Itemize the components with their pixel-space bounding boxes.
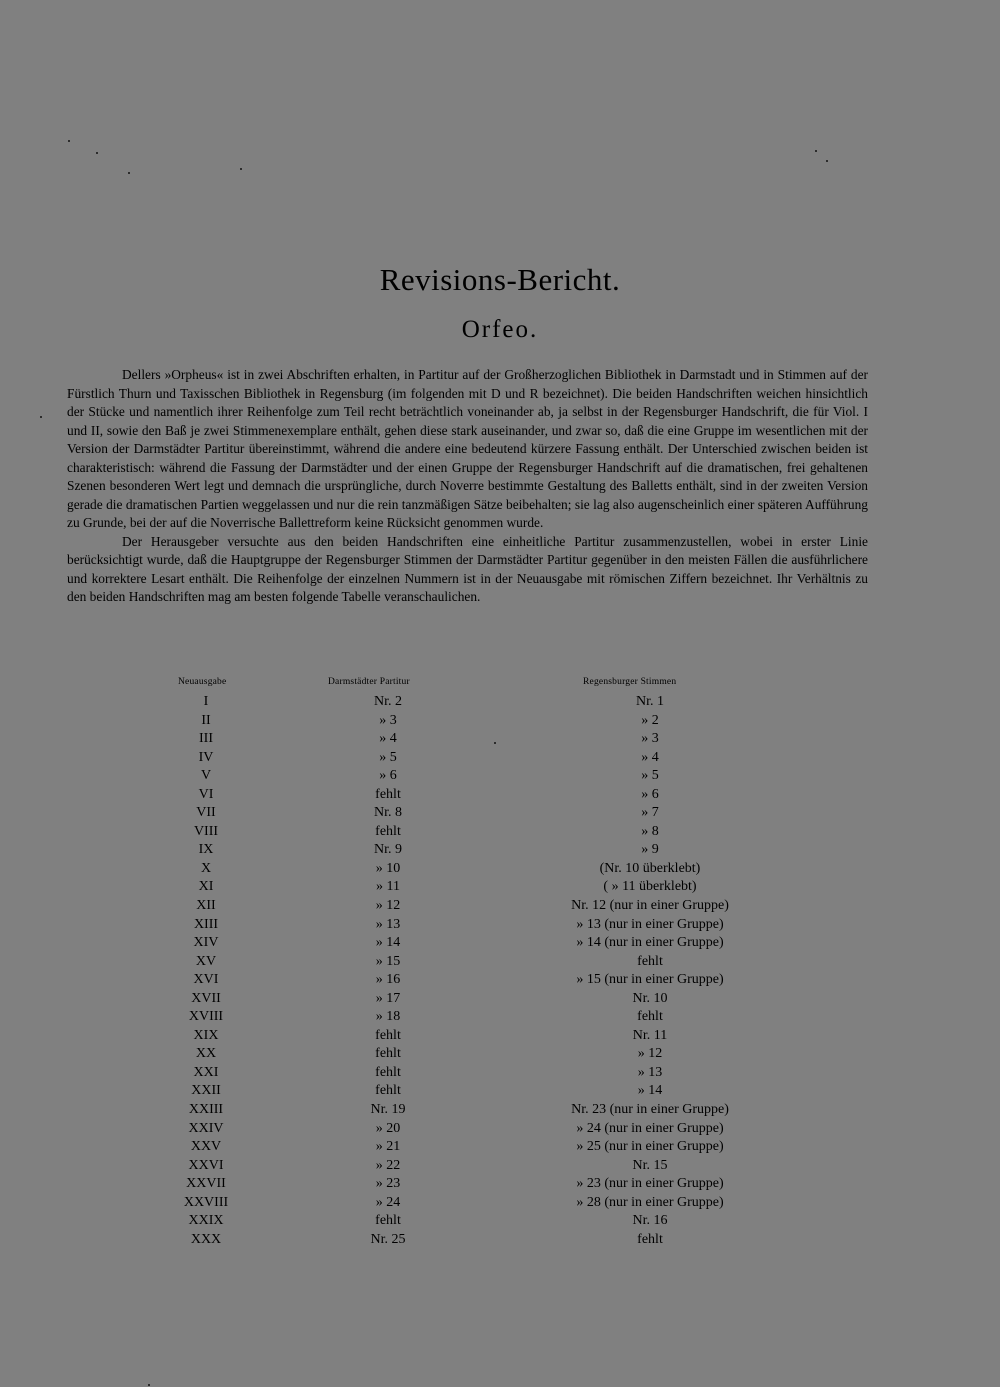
table-row [0, 1121, 1000, 1140]
table-row [0, 842, 1000, 861]
cell-regensburger: » 3 [641, 731, 659, 747]
table-row [0, 1158, 1000, 1177]
cell-darmstaedter: » 10 [375, 860, 401, 876]
cell-neuausgabe: IV [198, 749, 214, 765]
table-row [0, 805, 1000, 824]
cell-regensburger: » 23 (nur in einer Gruppe) [576, 1176, 724, 1192]
scan-speck [494, 742, 496, 744]
table-row [0, 1083, 1000, 1102]
cell-darmstaedter: » 16 [375, 972, 401, 988]
scan-speck [96, 152, 98, 154]
cell-neuausgabe: VII [196, 805, 216, 821]
cell-darmstaedter: » 20 [375, 1120, 401, 1136]
cell-darmstaedter: fehlt [375, 1064, 401, 1080]
cell-regensburger: Nr. 10 [632, 990, 668, 1006]
cell-neuausgabe: XXIV [188, 1120, 224, 1136]
cell-regensburger: » 9 [641, 842, 659, 858]
cell-regensburger: » 4 [641, 749, 659, 765]
cell-neuausgabe: III [199, 731, 213, 747]
table-row [0, 935, 1000, 954]
cell-regensburger: » 2 [641, 712, 659, 728]
column-header-neuausgabe: Neuausgabe [178, 677, 227, 687]
cell-darmstaedter: » 24 [375, 1194, 401, 1210]
table-row [0, 1065, 1000, 1084]
cell-neuausgabe: XXIX [188, 1213, 224, 1229]
cell-neuausgabe: II [201, 712, 211, 728]
table-row [0, 954, 1000, 973]
cell-regensburger: » 14 (nur in einer Gruppe) [576, 935, 724, 951]
cell-regensburger: Nr. 11 [632, 1027, 668, 1043]
cell-neuausgabe: XX [195, 1046, 217, 1062]
cell-regensburger: » 28 (nur in einer Gruppe) [576, 1194, 724, 1210]
cell-neuausgabe: XVII [191, 990, 221, 1006]
table-row [0, 713, 1000, 732]
cell-neuausgabe: V [200, 768, 212, 784]
cell-neuausgabe: XXII [191, 1083, 221, 1099]
scan-speck [128, 172, 130, 174]
cell-regensburger: Nr. 16 [632, 1213, 668, 1229]
cell-darmstaedter: » 14 [375, 935, 401, 951]
table-row [0, 694, 1000, 713]
table-row [0, 898, 1000, 917]
table-row [0, 750, 1000, 769]
scan-speck [40, 416, 42, 418]
table-row [0, 917, 1000, 936]
cell-regensburger: fehlt [637, 1231, 663, 1247]
table-row [0, 731, 1000, 750]
cell-darmstaedter: fehlt [375, 823, 401, 839]
cell-neuausgabe: VI [198, 786, 214, 802]
cell-regensburger: » 14 [637, 1083, 663, 1099]
scan-speck [240, 168, 242, 170]
column-header-darmstaedter: Darmstädter Partitur [328, 677, 410, 687]
cell-regensburger: » 25 (nur in einer Gruppe) [576, 1139, 724, 1155]
cell-neuausgabe: IX [198, 842, 214, 858]
cell-darmstaedter: » 18 [375, 1009, 401, 1025]
cell-regensburger: fehlt [637, 953, 663, 969]
cell-regensburger: Nr. 15 [632, 1157, 668, 1173]
cell-darmstaedter: Nr. 19 [370, 1102, 406, 1118]
table-row [0, 1046, 1000, 1065]
cell-darmstaedter: fehlt [375, 1027, 401, 1043]
cell-regensburger: Nr. 1 [636, 694, 664, 709]
cell-darmstaedter: » 11 [376, 879, 400, 895]
cell-neuausgabe: XXIII [188, 1102, 224, 1118]
scan-speck [68, 140, 70, 142]
cell-darmstaedter: fehlt [375, 1046, 401, 1062]
table-row [0, 768, 1000, 787]
cell-regensburger: » 24 (nur in einer Gruppe) [576, 1120, 724, 1136]
table-row [0, 1213, 1000, 1232]
cell-regensburger: Nr. 12 (nur in einer Gruppe) [571, 898, 729, 914]
cell-neuausgabe: VIII [193, 823, 219, 839]
cell-darmstaedter: fehlt [375, 1083, 401, 1099]
cell-neuausgabe: XI [198, 879, 214, 895]
table-row [0, 824, 1000, 843]
cell-neuausgabe: XVIII [188, 1009, 224, 1025]
cell-neuausgabe: X [200, 860, 212, 876]
table-row [0, 787, 1000, 806]
cell-darmstaedter: » 12 [375, 898, 401, 914]
cell-darmstaedter: » 23 [375, 1176, 401, 1192]
cell-darmstaedter: Nr. 8 [374, 805, 402, 821]
cell-darmstaedter: » 15 [375, 953, 401, 969]
cell-regensburger: » 8 [641, 823, 659, 839]
section-title: Orfeo. [461, 316, 539, 343]
paragraph-1: Dellers »Orpheus« ist in zwei Abschriften erhalten, in Partitur auf der Großherzoglichen Bibliothek in Darmstadt und in Stimmen auf der Fürstlich Thurn und Taxisschen Bibliothek in Regensburg (im folgenden mit D und R bezeichnet). Die beiden Handschriften weichen hinsichtlich der Stücke und namentlich ihrer Reihenfolge zum Teil recht beträchtlich voneinander ab, ja selbst in der Regensburger Handschrift, die für Viol. I und II, sowie den Baß je zwei Stimmenexemplare enthält, gehen diese stark auseinander, und zwar so, daß die eine Gruppe im wesentlichen mit der Version der Darmstädter Partitur übereinstimmt, während die andere eine bedeutend kürzere Fassung enthält. Der Unterschied zwischen beiden ist charakteristisch: während die Fassung der Darmstädter und der einen Gruppe der Regensburger Handschrift auf die dramatischen, frei gehaltenen Szenen besonderen Wert legt und demnach die ursprüngliche, durch Noverre bestimmte Gestaltung des Balletts enthält, sind in der zweiten Version gerade die dramatischen Partien weggelassen und nur die rein tanzmäßigen Sätze beibehalten; sie lag also augenscheinlich einer späteren Aufführung zu Grunde, bei der auf die Noverrische Ballettreform keine Rücksicht genommen wurde. [67, 367, 868, 530]
cell-neuausgabe: XVI [193, 972, 219, 988]
table-row [0, 1195, 1000, 1214]
concordance-table [0, 694, 1000, 1250]
cell-regensburger: » 15 (nur in einer Gruppe) [576, 972, 724, 988]
cell-regensburger: » 7 [641, 805, 659, 821]
cell-darmstaedter: Nr. 9 [374, 842, 402, 858]
table-row [0, 972, 1000, 991]
cell-neuausgabe: XII [196, 898, 216, 914]
cell-darmstaedter: Nr. 2 [374, 694, 402, 709]
cell-darmstaedter: » 3 [379, 712, 397, 728]
cell-darmstaedter: fehlt [375, 786, 401, 802]
table-row [0, 861, 1000, 880]
cell-neuausgabe: XXX [190, 1231, 222, 1247]
cell-darmstaedter: Nr. 25 [370, 1231, 406, 1247]
table-row [0, 1176, 1000, 1195]
cell-regensburger: » 13 (nur in einer Gruppe) [576, 916, 724, 932]
cell-neuausgabe: XXVIII [183, 1194, 229, 1210]
cell-neuausgabe: XXI [193, 1064, 219, 1080]
column-header-regensburger: Regensburger Stimmen [583, 677, 677, 687]
table-row [0, 879, 1000, 898]
cell-darmstaedter: » 5 [379, 749, 397, 765]
table-row [0, 991, 1000, 1010]
scan-speck [148, 1384, 150, 1386]
cell-neuausgabe: XXV [190, 1139, 222, 1155]
table-row [0, 1232, 1000, 1251]
scan-speck [815, 150, 817, 152]
table-row [0, 1009, 1000, 1028]
cell-neuausgabe: XIX [193, 1027, 219, 1043]
cell-neuausgabe: XV [195, 953, 217, 969]
cell-regensburger: » 13 [637, 1064, 663, 1080]
cell-darmstaedter: » 4 [379, 731, 397, 747]
report-body [67, 366, 868, 607]
cell-regensburger: Nr. 23 (nur in einer Gruppe) [571, 1102, 729, 1118]
cell-darmstaedter: fehlt [375, 1213, 401, 1229]
cell-darmstaedter: » 22 [375, 1157, 401, 1173]
paragraph-2: Der Herausgeber versuchte aus den beiden Handschriften eine einheitliche Partitur zusammenzustellen, wobei in erster Linie berücksichtigt wurde, daß die Hauptgruppe der Regensburger Stimmen der Darmstädter Partitur gegenüber in den meisten Fällen die ausführlichere und korrektere Lesart enthält. Die Reihenfolge der einzelnen Nummern ist in der Neuausgabe mit römischen Ziffern bezeichnet. Ihr Verhältnis zu den beiden Handschriften mag am besten folgende Tabelle veranschaulichen. [67, 533, 868, 604]
cell-regensburger: ( » 11 überklebt) [603, 879, 697, 895]
cell-darmstaedter: » 6 [379, 768, 397, 784]
cell-darmstaedter: » 13 [375, 916, 401, 932]
cell-regensburger: » 12 [637, 1046, 663, 1062]
table-row [0, 1102, 1000, 1121]
cell-regensburger: » 5 [641, 768, 659, 784]
page-title: Revisions-Bericht. [379, 262, 621, 297]
table-row [0, 1139, 1000, 1158]
cell-darmstaedter: » 17 [375, 990, 401, 1006]
cell-regensburger: (Nr. 10 überklebt) [599, 860, 701, 876]
cell-neuausgabe: XIV [193, 935, 219, 951]
scan-speck [826, 160, 828, 162]
cell-neuausgabe: I [203, 694, 209, 709]
cell-neuausgabe: XIII [193, 916, 219, 932]
cell-neuausgabe: XXVI [188, 1157, 224, 1173]
table-row [0, 1028, 1000, 1047]
cell-regensburger: » 6 [641, 786, 659, 802]
cell-neuausgabe: XXVII [186, 1176, 226, 1192]
cell-regensburger: fehlt [637, 1009, 663, 1025]
cell-darmstaedter: » 21 [375, 1139, 401, 1155]
